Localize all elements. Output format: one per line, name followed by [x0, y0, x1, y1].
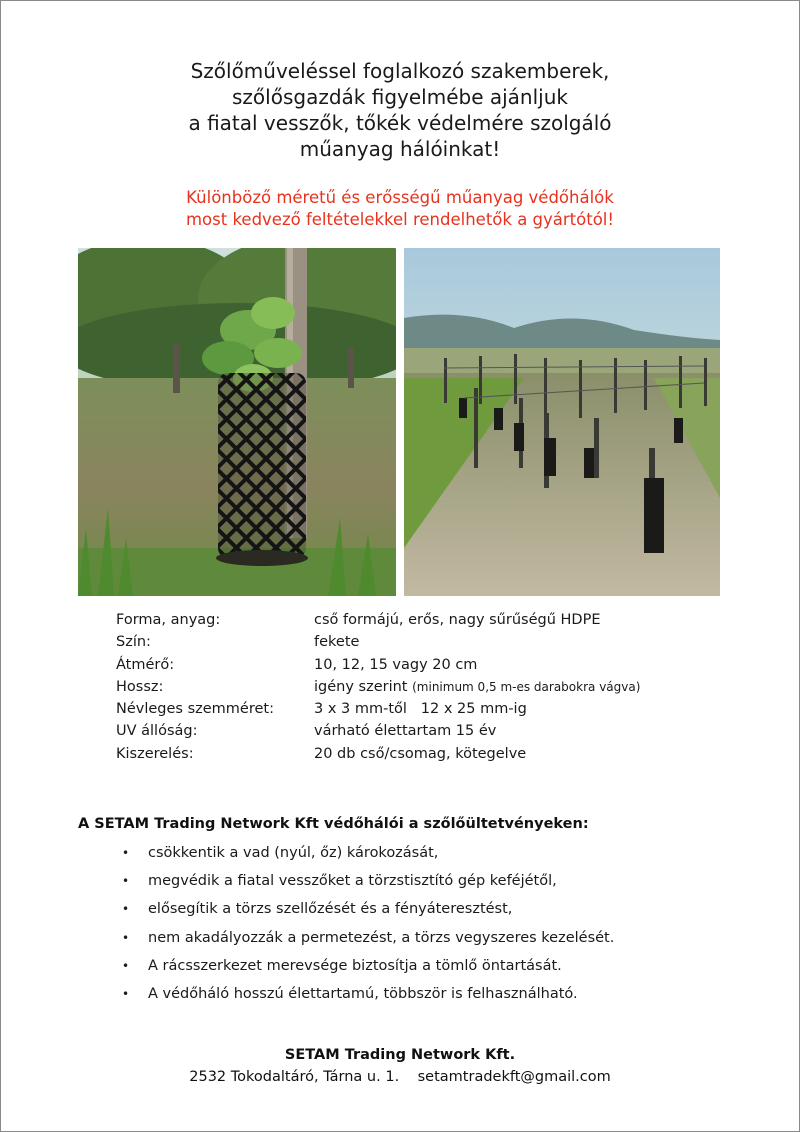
bullet-icon: •	[122, 874, 130, 889]
spec-value	[314, 676, 640, 698]
spec-value-text: cső formájú, erős, nagy sűrűségű HDPE	[314, 612, 601, 628]
spec-value-text: 10, 12, 15 vagy 20 cm	[314, 656, 478, 673]
spec-row	[116, 676, 640, 698]
spec-value-text: fekete	[314, 634, 360, 651]
subline-line: Különböző méretű és erősségű műanyag védőhálók	[186, 188, 614, 207]
company-name: SETAM Trading Network Kft.	[284, 1047, 516, 1063]
spec-value-text: igény szerint	[314, 678, 413, 695]
spec-value	[314, 743, 526, 765]
spec-value	[314, 698, 527, 720]
spec-row	[116, 743, 640, 765]
bullet-icon: •	[122, 958, 130, 973]
address: 2532 Tokodaltáró, Tárna u. 1.	[189, 1069, 400, 1085]
spec-row	[116, 631, 640, 653]
spec-value-text: 20 db cső/csomag, kötegelve	[314, 745, 527, 762]
list-item	[120, 984, 614, 1012]
list-item-text: elősegítik a törzs szellőzését és a fényáteresztést,	[148, 901, 513, 918]
list-item-text: A védőháló hosszú élettartamú, többször is felhasználható.	[148, 985, 578, 1002]
spec-label: Névleges szemméret:	[116, 701, 274, 718]
spec-row	[116, 698, 640, 720]
list-item	[120, 956, 614, 984]
spec-row	[116, 654, 640, 676]
offer-subline	[0, 187, 800, 231]
headline-line: Szőlőműveléssel foglalkozó szakemberek,	[190, 59, 610, 83]
spec-value	[314, 720, 496, 742]
list-item	[120, 899, 614, 927]
spec-label: Szín:	[116, 634, 151, 651]
contact-line	[0, 1066, 800, 1088]
spec-label: Átmérő:	[116, 656, 175, 673]
headline-line: a fiatal vesszők, tőkék védelmére szolgáló	[188, 111, 612, 135]
list-item-text: A rácsszerkezet merevsége biztosítja a tömlő öntartását.	[148, 957, 562, 974]
spec-row	[116, 609, 640, 631]
benefits-list	[120, 843, 614, 1012]
bullet-icon: •	[122, 986, 130, 1001]
photo-vineyard-rows	[404, 248, 720, 596]
headline-line: szőlősgazdák figyelmébe ajánljuk	[232, 85, 568, 109]
spec-note: (minimum 0,5 m-es darabokra vágva)	[412, 679, 641, 694]
headline-line: műanyag hálóinkat!	[299, 137, 501, 161]
bullet-icon: •	[122, 930, 130, 945]
list-item-text: megvédik a fiatal vesszőket a törzstisztító gép keféjétől,	[148, 873, 557, 890]
spec-label: Hossz:	[116, 678, 164, 695]
email-link[interactable]: setamtradekft@gmail.com	[417, 1069, 611, 1085]
list-item	[120, 871, 614, 899]
bullet-icon: •	[122, 902, 130, 917]
subline-line: most kedvező feltételekkel rendelhetők a gyártótól!	[185, 210, 615, 229]
spec-value	[314, 631, 359, 653]
benefits-heading: A SETAM Trading Network Kft védőhálói a szőlőültetvényeken:	[78, 816, 589, 832]
spec-value	[314, 609, 600, 631]
photo-vine-mesh-tube	[78, 248, 396, 596]
spec-label: Kiszerelés:	[116, 745, 194, 762]
list-item-text: csökkentik a vad (nyúl, őz) károkozását,	[148, 845, 439, 861]
headline	[0, 58, 800, 162]
footer	[0, 1044, 800, 1088]
bullet-icon: •	[122, 846, 130, 860]
list-item	[120, 928, 614, 956]
spec-value-text: várható élettartam 15 év	[314, 723, 497, 740]
spec-label: UV állóság:	[116, 723, 198, 740]
spec-label: Forma, anyag:	[116, 612, 221, 628]
list-item-text: nem akadályozzák a permetezést, a törzs vegyszeres kezelését.	[148, 929, 615, 946]
spec-value	[314, 654, 477, 676]
spec-value-text: 3 x 3 mm-től 12 x 25 mm-ig	[314, 701, 527, 718]
spec-row	[116, 720, 640, 742]
list-item	[120, 843, 614, 871]
spec-table	[116, 609, 640, 765]
